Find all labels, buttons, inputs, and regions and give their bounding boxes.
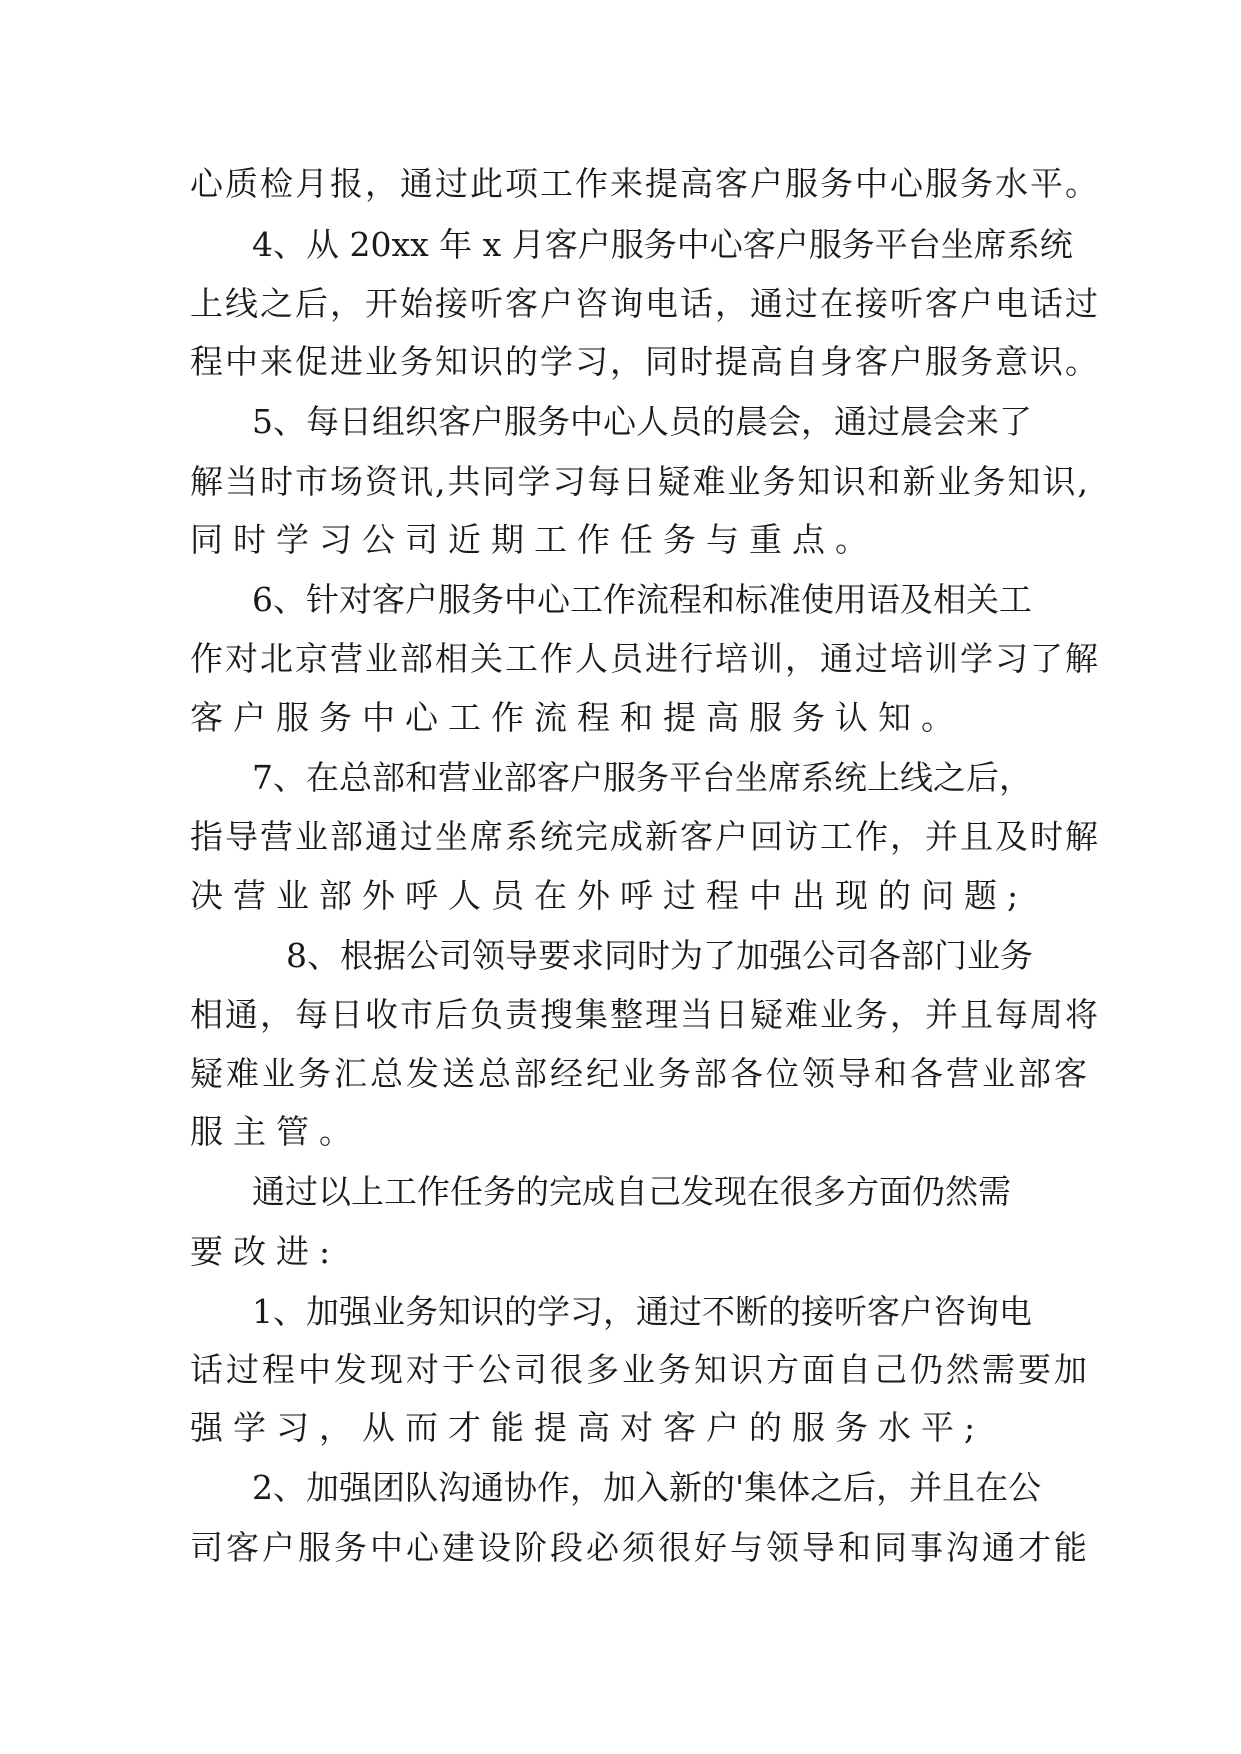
text-line: 疑难业务汇总发送总部经纪业务部各位领导和各营业部客 (190, 1054, 1090, 1093)
text-line: 7、在总部和营业部客户服务平台坐席系统上线之后， (252, 758, 1032, 797)
text-line: 决营业部外呼人员在外呼过程中出现的问题; (190, 876, 1029, 915)
text-line: 解当时市场资讯,共同学习每日疑难业务知识和新业务知识, (190, 462, 1090, 501)
text-line: 6、针对客户服务中心工作流程和标准使用语及相关工 (252, 580, 1032, 619)
text-line: 心质检月报，通过此项工作来提高客户服务中心服务水平。 (190, 164, 1100, 203)
text-line: 上线之后，开始接听客户咨询电话，通过在接听客户电话过 (190, 284, 1100, 323)
text-line: 程中来促进业务知识的学习，同时提高自身客户服务意识。 (190, 342, 1100, 381)
text-line: 同时学习公司近期工作任务与重点。 (190, 520, 878, 559)
text-line: 要改进: (190, 1232, 341, 1271)
text-line: 司客户服务中心建设阶段必须很好与领导和同事沟通才能 (190, 1528, 1090, 1567)
text-line: 4、从 20xx 年 x 月客户服务中心客户服务平台坐席系统 (252, 225, 1073, 264)
text-line: 相通，每日收市后负责搜集整理当日疑难业务，并且每周将 (190, 995, 1100, 1034)
text-line: 强学习，从而才能提高对客户的服务水平; (190, 1408, 986, 1447)
text-line: 5、每日组织客户服务中心人员的晨会，通过晨会来了 (252, 402, 1032, 441)
text-line: 1、加强业务知识的学习，通过不断的接听客户咨询电 (252, 1292, 1032, 1331)
text-line: 8、根据公司领导要求同时为了加强公司各部门业务 (286, 936, 1033, 975)
text-line: 客户服务中心工作流程和提高服务认知。 (190, 698, 964, 737)
text-line: 指导营业部通过坐席系统完成新客户回访工作，并且及时解 (190, 817, 1100, 856)
text-line: 通过以上工作任务的完成自己发现在很多方面仍然需 (252, 1172, 1011, 1211)
text-line: 话过程中发现对于公司很多业务知识方面自己仍然需要加 (190, 1350, 1090, 1389)
text-line: 服主管。 (190, 1112, 362, 1151)
text-line: 作对北京营业部相关工作人员进行培训，通过培训学习了解 (190, 639, 1100, 678)
text-line: 2、加强团队沟通协作，加入新的'集体之后，并且在公 (252, 1468, 1042, 1507)
